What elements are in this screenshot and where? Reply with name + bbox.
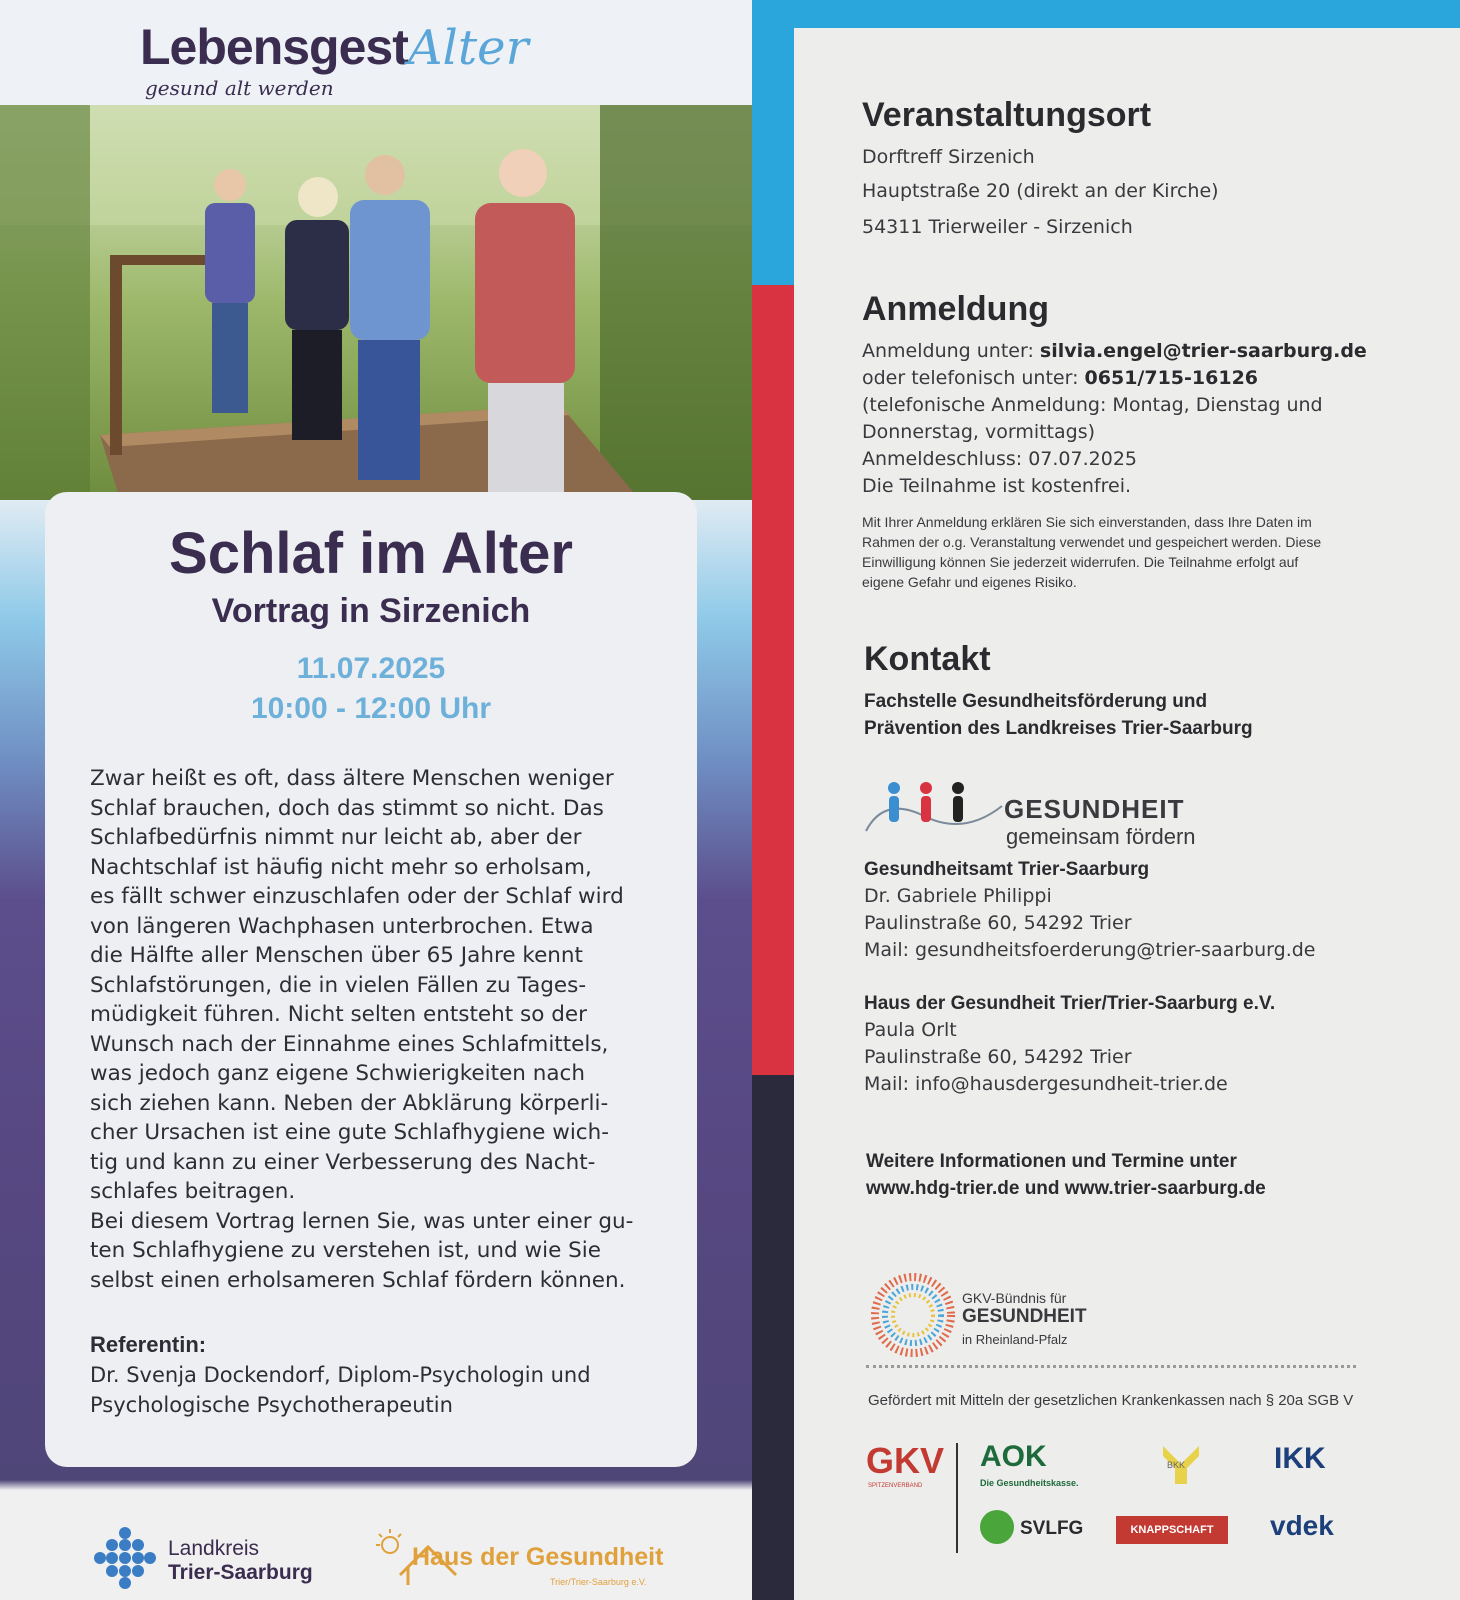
event-subtitle: Vortrag in Sirzenich — [211, 592, 531, 630]
bkk-logo — [1159, 1442, 1203, 1486]
contact1-name: Gesundheitsamt Trier-Saarburg — [864, 859, 1150, 880]
registration-phone[interactable]: 0651/715-16126 — [1084, 367, 1259, 389]
gkv-buendnis-logo — [866, 1268, 1166, 1368]
bkk-text: BKK — [1167, 1460, 1186, 1470]
gkv-line1: GKV-Bündnis für — [962, 1290, 1067, 1306]
description-line: ten Schlafhygiene zu verstehen ist, und wie Sie — [90, 1238, 602, 1263]
description-line: schlafes beitragen. — [90, 1179, 296, 1204]
email-label: Anmeldung unter: — [862, 340, 1040, 362]
dotted-divider — [866, 1365, 1356, 1368]
person-1 — [205, 169, 255, 413]
referent-line: Psychologische Psychotherapeutin — [90, 1393, 453, 1417]
description-line: Zwar heißt es oft, dass ältere Menschen weniger — [90, 766, 614, 791]
event-card — [45, 492, 697, 1467]
person-3 — [350, 155, 430, 480]
brand-main: Lebensgest — [140, 19, 408, 75]
funding-note: Gefördert mit Mitteln der gesetzlichen Krankenkassen nach § 20a SGB V — [868, 1392, 1354, 1409]
flyer-back — [752, 0, 1460, 1600]
privacy-line: Einwilligung können Sie jederzeit widerrufen. Die Teilnahme erfolgt auf — [862, 554, 1299, 570]
registration-heading: Anmeldung — [862, 290, 1049, 328]
brand-tagline: gesund alt werden — [145, 76, 334, 100]
svlfg-logo: SVLFG — [1020, 1518, 1084, 1539]
brand-script: Alter — [407, 20, 529, 76]
description-line: Nachtschlaf ist häufig nicht mehr so erholsam, — [90, 854, 592, 880]
blue-band — [752, 0, 1460, 28]
hdg-subtext: Trier/Trier-Saarburg e.V. — [550, 1577, 647, 1587]
description-line: Wunsch nach der Einnahme eines Schlafmittels, — [90, 1031, 609, 1057]
ikk-logo: IKK — [1274, 1442, 1326, 1475]
contact-org: Prävention des Landkreises Trier-Saarburg — [864, 718, 1253, 739]
landkreis-logo — [90, 1525, 350, 1595]
gkv-spitzenverband-logo: GKV — [866, 1440, 945, 1481]
referent-heading: Referentin: — [90, 1332, 207, 1357]
description-line: die Hälfte aller Menschen über 65 Jahre kennt — [90, 943, 583, 968]
referent-line: Dr. Svenja Dockendorf, Diplom-Psychologin und — [90, 1363, 591, 1387]
landkreis-line2: Trier-Saarburg — [168, 1561, 313, 1584]
description-line: Bei diesem Vortrag lernen Sie, was unter einer gu- — [90, 1208, 634, 1234]
hdg-logo — [370, 1525, 670, 1595]
privacy-line: Mit Ihrer Anmeldung erklären Sie sich einverstanden, dass Ihre Daten im — [862, 514, 1312, 530]
description-line: cher Ursachen ist eine gute Schlafhygiene wich- — [90, 1120, 609, 1145]
contact1-address: Paulinstraße 60, 54292 Trier — [864, 912, 1132, 934]
contact2-mail[interactable]: Mail: info@hausdergesundheit-trier.de — [864, 1073, 1228, 1095]
gkv-line3: in Rheinland-Pfalz — [962, 1332, 1068, 1347]
venue-city: 54311 Trierweiler - Sirzenich — [862, 216, 1133, 238]
registration-email-line — [862, 338, 1367, 365]
contact2-name: Haus der Gesundheit Trier/Trier-Saarburg e.V. — [864, 993, 1276, 1014]
gkv-line2: GESUNDHEIT — [962, 1306, 1087, 1327]
description-line: Schlafbedürfnis nimmt nur leicht ab, aber der — [90, 825, 582, 850]
dotted-circle-icon — [866, 1268, 961, 1363]
description-line: es fällt schwer einzuschlafen oder der Schlaf wird — [90, 884, 624, 909]
venue-street: Hauptstraße 20 (direkt an der Kirche) — [862, 180, 1219, 202]
event-title: Schlaf im Alter — [169, 521, 573, 586]
privacy-line: eigene Gefahr und eigenes Risiko. — [862, 574, 1077, 590]
contact2-person: Paula Orlt — [864, 1019, 957, 1041]
description-line: Schlaf brauchen, doch das stimmt so nicht. Das — [90, 795, 604, 821]
vdek-logo: vdek — [1270, 1510, 1334, 1541]
aok-sub: Die Gesundheitskasse. — [980, 1478, 1079, 1488]
logo-divider — [956, 1443, 958, 1553]
registration-phone-line — [862, 365, 1258, 392]
logo-gesundheit-text: GESUNDHEIT — [1004, 794, 1185, 824]
landkreis-cross-icon — [90, 1525, 160, 1590]
event-date: 11.07.2025 — [296, 652, 446, 685]
privacy-line: Rahmen der o.g. Veranstaltung verwendet und gespeichert werden. Diese — [862, 534, 1322, 550]
contact1-mail[interactable]: Mail: gesundheitsfoerderung@trier-saarburg.de — [864, 939, 1316, 961]
referent-text — [90, 1360, 652, 1420]
description-line: tig und kann zu einer Verbesserung des Nacht- — [90, 1149, 596, 1175]
contact2-address: Paulinstraße 60, 54292 Trier — [864, 1046, 1132, 1068]
venue-heading: Veranstaltungsort — [862, 96, 1152, 134]
registration-free: Die Teilnahme ist kostenfrei. — [862, 475, 1132, 497]
phone-label: oder telefonisch unter: — [862, 367, 1085, 389]
venue-name: Dorftreff Sirzenich — [862, 146, 1035, 168]
event-description — [90, 764, 652, 1295]
people-rope-icon — [864, 776, 1004, 846]
registration-note: Donnerstag, vormittags) — [862, 421, 1096, 443]
contact-heading: Kontakt — [864, 640, 991, 678]
event-time: 10:00 - 12:00 Uhr — [250, 692, 492, 725]
hdg-text: Haus der Gesundheit — [412, 1543, 664, 1571]
aok-logo: AOK — [980, 1440, 1047, 1473]
landkreis-line1: Landkreis — [168, 1537, 260, 1560]
contact-org: Fachstelle Gesundheitsförderung und — [864, 691, 1208, 712]
info-page — [794, 28, 1460, 1600]
landkreis-text — [168, 1537, 313, 1585]
gesundheit-logo — [864, 776, 1204, 856]
description-line: sich ziehen kann. Neben der Abklärung körperli- — [90, 1090, 609, 1116]
svlfg-icon — [980, 1510, 1014, 1544]
gkv-sub: SPITZENVERBAND — [868, 1483, 923, 1489]
brand-logo — [140, 18, 620, 108]
description-line: was jedoch ganz eigene Schwierigkeiten nach — [90, 1061, 586, 1086]
seniors-photo — [0, 105, 752, 500]
description-line: müdigkeit führen. Nicht selten entsteht so der — [90, 1002, 587, 1027]
description-line: selbst einen erholsameren Schlaf fördern können. — [90, 1267, 626, 1293]
registration-deadline: Anmeldeschluss: 07.07.2025 — [862, 448, 1137, 470]
logo-gemeinsam-text: gemeinsam fördern — [1006, 824, 1196, 849]
contact1-person: Dr. Gabriele Philippi — [864, 885, 1052, 907]
description-line: Schlafstörungen, die in vielen Fällen zu Tages- — [90, 972, 587, 998]
registration-note: (telefonische Anmeldung: Montag, Dienstag und — [862, 394, 1323, 416]
knappschaft-logo: KNAPPSCHAFT — [1116, 1516, 1228, 1544]
more-info-links[interactable]: www.hdg-trier.de und www.trier-saarburg.de — [866, 1178, 1266, 1199]
registration-email-link[interactable]: silvia.engel@trier-saarburg.de — [1039, 340, 1367, 362]
more-info: Weitere Informationen und Termine unter — [866, 1151, 1237, 1172]
description-line: von längeren Wachphasen unterbrochen. Etwa — [90, 913, 594, 939]
